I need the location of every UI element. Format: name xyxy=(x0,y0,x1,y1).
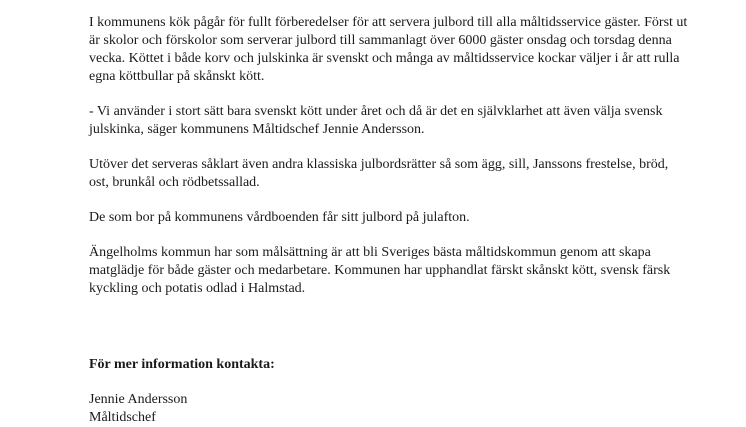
contact-title: Måltidschef xyxy=(89,410,156,425)
contact-heading: För mer information kontakta: xyxy=(89,357,275,372)
document-body xyxy=(89,14,689,427)
paragraph-care-homes: De som bor på kommunens vårdboenden får sitt julbord på julafton. xyxy=(89,210,470,225)
paragraph-goal: Ängelholms kommun har som målsättning är att bli Sveriges bästa måltidskommun genom att skapa matglädje för både gäster och medarbetare. Kommunen har upphandlat färskt skånskt kött, svensk färsk kyckling och potatis odlad i Halmstad. xyxy=(89,245,671,296)
contact-name: Jennie Andersson xyxy=(89,392,188,407)
paragraph-dishes: Utöver det serveras såklart även andra klassiska julbordsrätter så som ägg, sill, Janssons frestelse, bröd, ost, brunkål och rödbetssallad. xyxy=(89,157,669,190)
paragraph-intro: I kommunens kök pågår för fullt förberedelser för att servera julbord till alla måltidsservice gäster. Först ut är skolor och förskolor som serverar julbord till sammanlagt över 6000 gäster onsdag och torsdag denna vecka. Köttet i både korv och julskinka är svenskt och många av måltidsservice kockar väljer i år att rulla egna köttbullar på skånskt kött. xyxy=(89,15,688,84)
paragraph-quote: - Vi använder i stort sätt bara svenskt kött under året och då är det en självklarhet att även välja svensk julskinka, säger kommunens Måltidschef Jennie Andersson. xyxy=(89,104,663,137)
